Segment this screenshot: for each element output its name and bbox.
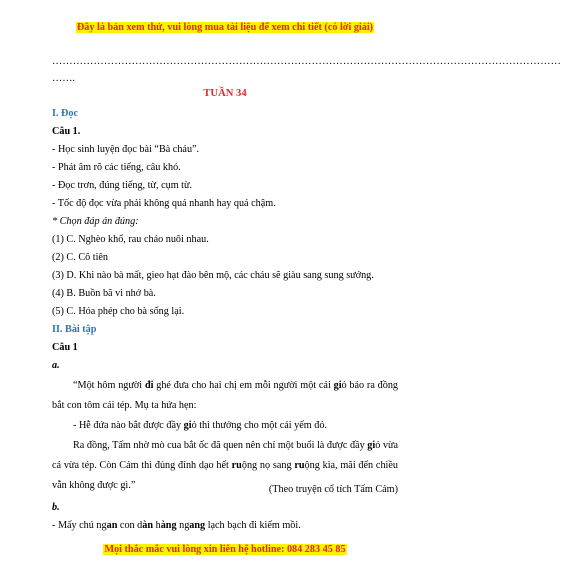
reading-item: - Phát âm rõ các tiếng, câu khó. [52, 162, 181, 173]
reading-item: - Học sinh luyện đọc bài “Bà cháu”. [52, 144, 200, 155]
answer-instruction: * Chọn đáp án đúng: [52, 216, 139, 227]
story-paragraph-2: - Hễ đứa nào bắt được đầy giỏ thì thưởng cho một cái yếm đỏ. [73, 420, 327, 431]
part-a-label: a. [52, 360, 60, 371]
answer-item: (4) B. Buồn bã vì nhớ bà. [52, 288, 156, 299]
preview-banner [0, 22, 450, 33]
answer-item: (5) C. Hóa phép cho bà sống lại. [52, 306, 185, 317]
answer-item: (3) D. Khi nào bà mất, gieo hạt đào bên mộ, các cháu sẽ giàu sang sung sướng. [52, 270, 374, 281]
story-paragraph-3: Ra đồng, Tấm nhờ mò cua bắt ốc đã quen nên chỉ một buổi là được đầy giỏ vừa cá vừa tép. Còn Cám thì đủng đỉnh dạo hết ruộng nọ sang ruộng kia, mãi đến chiều vẫn không được gì.” [52, 440, 398, 491]
section-reading-heading: I. Đọc [52, 108, 79, 119]
answer-item: (1) C. Nghèo khổ, rau cháo nuôi nhau. [52, 234, 209, 245]
section-exercise-heading: II. Bài tập [52, 324, 97, 335]
hotline-footer-text: Mọi thắc mắc vui lòng xin liên hệ hotline: 084 283 45 85 [104, 544, 346, 555]
answer-item: (2) C. Cô tiên [52, 252, 109, 263]
preview-banner-text: Đây là bản xem thử, vui lòng mua tài liệu để xem chi tiết (có lời giải) [76, 22, 374, 33]
week-title: TUẦN 34 [203, 88, 247, 99]
reading-item: - Tốc độ đọc vừa phải không quá nhanh hay quá chậm. [52, 198, 276, 209]
reading-item: - Đọc trơn, đúng tiếng, từ, cụm từ. [52, 180, 193, 191]
dotted-line-2: ……. [52, 73, 75, 84]
reading-question: Câu 1. [52, 126, 81, 137]
part-b-label: b. [52, 502, 60, 513]
hotline-footer [0, 544, 450, 555]
part-b-line: - Mấy chú ngan con dàn hàng ngang lạch bạch đi kiếm mồi. [52, 520, 301, 531]
story-source: (Theo truyện cổ tích Tấm Cám) [268, 484, 398, 495]
story-paragraph-1: “Một hôm người đi ghé đưa cho hai chị em mỗi người một cái giỏ báo ra đồng bắt con tôm cái tép. Mụ ta hứa hẹn: [52, 380, 399, 411]
exercise-question: Câu 1 [52, 342, 78, 353]
dotted-line-1: ………………………………………………………………………………………………………………………………… [52, 56, 561, 67]
